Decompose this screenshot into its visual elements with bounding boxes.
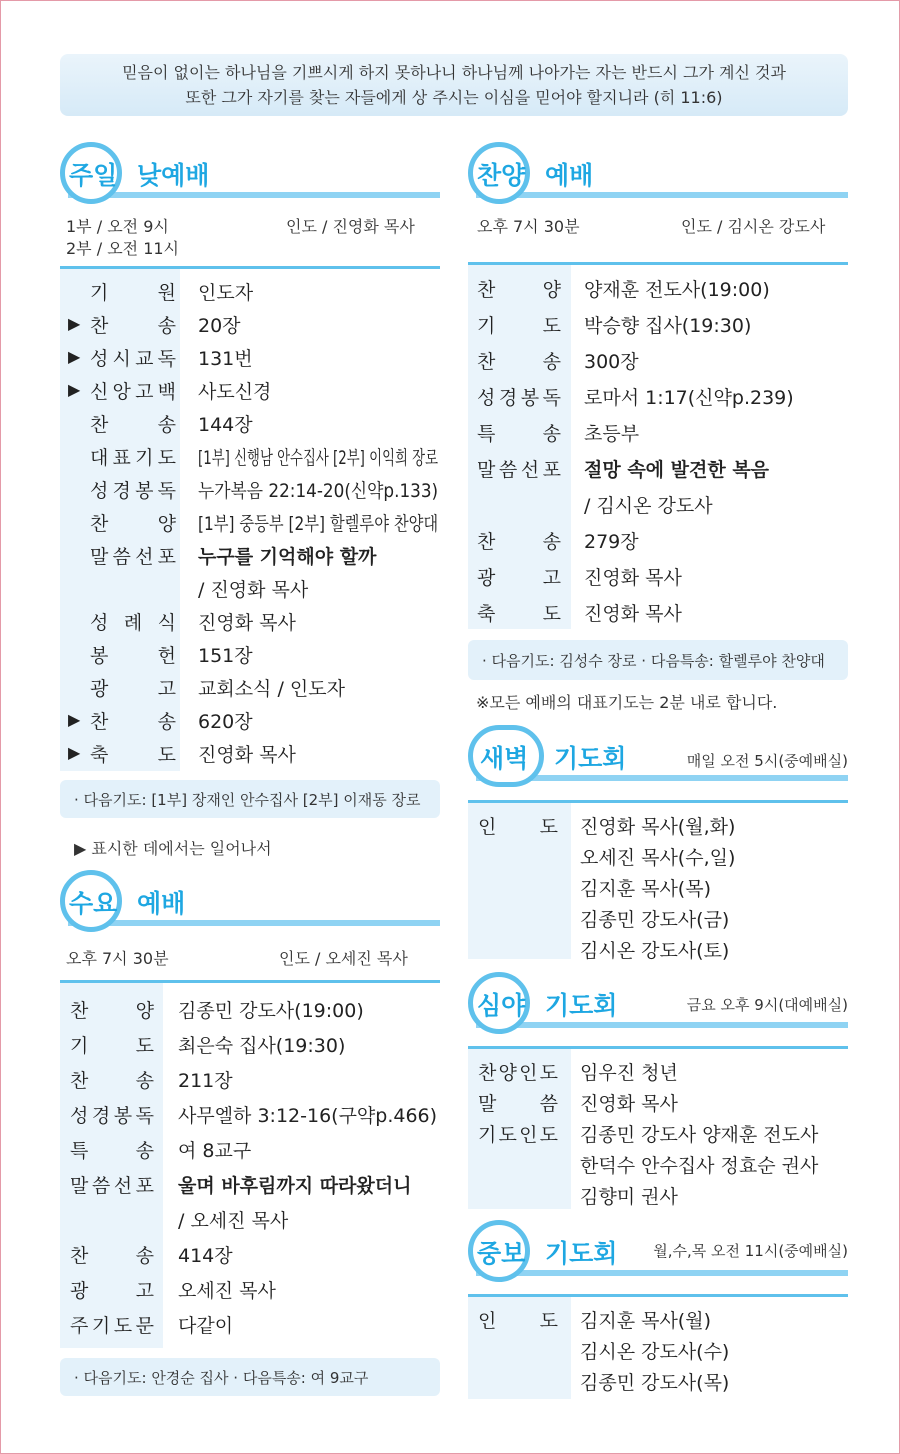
order-value: 누가복음 22:14-20(신약p.133) bbox=[198, 480, 439, 502]
order-label: 축 도 bbox=[477, 603, 561, 625]
order-value: 최은숙 집사(19:30) bbox=[178, 1035, 346, 1057]
order-label: 말 씀 선 포 bbox=[90, 546, 176, 568]
order-value: 20장 bbox=[198, 315, 241, 337]
order-label: 기 도 bbox=[70, 1035, 154, 1057]
order-value: / 진영화 목사 bbox=[198, 579, 309, 601]
order-value: 279장 bbox=[584, 531, 639, 553]
order-label: 찬 송 bbox=[90, 315, 176, 337]
order-label: 봉 헌 bbox=[90, 645, 176, 667]
night-schedule: 금요 오후 9시(대예배실) bbox=[686, 996, 848, 1014]
sunday-service-header bbox=[60, 142, 440, 202]
stand-indicator-icon: ▶ bbox=[68, 347, 81, 366]
intercession-title-2: 기도회 bbox=[545, 1239, 618, 1268]
order-value: 초등부 bbox=[584, 423, 640, 445]
sunday-title-2: 낮예배 bbox=[137, 161, 210, 190]
header-underline bbox=[476, 1022, 848, 1028]
order-value: 다같이 bbox=[178, 1315, 234, 1337]
order-value: / 김시온 강도사 bbox=[584, 495, 713, 517]
dawn-schedule: 매일 오전 5시(중예배실) bbox=[686, 752, 848, 770]
sunday-time-2: 2부 / 오전 11시 bbox=[66, 239, 180, 258]
order-label: 성 경 봉 독 bbox=[477, 387, 561, 409]
order-label: 찬 송 bbox=[70, 1070, 154, 1092]
wednesday-time: 오후 7시 30분 bbox=[66, 949, 169, 968]
sunday-title-1: 주일 bbox=[69, 161, 118, 190]
night-title-2: 기도회 bbox=[545, 991, 618, 1020]
order-label: 찬 송 bbox=[90, 414, 176, 436]
header-underline bbox=[68, 192, 440, 198]
leader-name: 김시온 강도사(수) bbox=[580, 1341, 730, 1363]
praise-next-prayer: · 다음기도: 김성수 장로 · 다음특송: 할렐루야 찬양대 bbox=[468, 640, 848, 680]
intercession-title-1: 중보 bbox=[477, 1239, 526, 1268]
intercession-prayer-header bbox=[468, 1220, 848, 1280]
role-value: 김종민 강도사 양재훈 전도사 bbox=[580, 1124, 819, 1146]
order-value: 울며 바후림까지 따라왔더니 bbox=[178, 1175, 412, 1197]
praise-leader: 인도 / 김시온 강도사 bbox=[681, 217, 826, 236]
stand-indicator-icon: ▶ bbox=[68, 743, 81, 762]
order-label: 찬 송 bbox=[477, 351, 561, 373]
order-value: 진영화 목사 bbox=[584, 567, 682, 589]
order-label: 대 표 기 도 bbox=[90, 447, 176, 469]
order-value: 누구를 기억해야 할까 bbox=[198, 546, 377, 568]
order-value: 300장 bbox=[584, 351, 639, 373]
prayer-time-footnote: ※모든 예배의 대표기도는 2분 내로 합니다. bbox=[476, 693, 778, 712]
stand-indicator-icon: ▶ bbox=[68, 710, 81, 729]
header-underline bbox=[68, 920, 440, 926]
order-label: 찬 송 bbox=[477, 531, 561, 553]
wednesday-service-header bbox=[60, 870, 440, 930]
order-value: 양재훈 전도사(19:00) bbox=[584, 279, 770, 301]
order-label: 찬 양 bbox=[90, 513, 176, 535]
role-value: 임우진 청년 bbox=[580, 1062, 678, 1084]
order-label: 신 앙 고 백 bbox=[90, 381, 176, 403]
scripture-verse-banner bbox=[60, 54, 848, 116]
wednesday-next-prayer: · 다음기도: 안경순 집사 · 다음특송: 여 9교구 bbox=[60, 1358, 440, 1396]
order-value: 여 8교구 bbox=[178, 1140, 252, 1162]
order-value: 진영화 목사 bbox=[584, 603, 682, 625]
order-label: 기 도 인 도 bbox=[478, 1124, 558, 1146]
order-label: 찬 양 bbox=[70, 1000, 154, 1022]
sunday-leader: 인도 / 진영화 목사 bbox=[286, 217, 415, 236]
leader-name: 김지훈 목사(목) bbox=[580, 878, 711, 900]
wednesday-leader: 인도 / 오세진 목사 bbox=[279, 949, 408, 968]
intercession-schedule: 월,수,목 오전 11시(중예배실) bbox=[653, 1242, 848, 1260]
dawn-title-1: 새벽 bbox=[480, 744, 529, 773]
order-value: / 오세진 목사 bbox=[178, 1210, 289, 1232]
order-label: 찬 송 bbox=[70, 1245, 154, 1267]
order-label: 성 경 봉 독 bbox=[90, 480, 176, 502]
praise-service-header bbox=[468, 142, 848, 202]
order-label: 광 고 bbox=[90, 678, 176, 700]
order-value: 로마서 1:17(신약p.239) bbox=[584, 387, 794, 409]
intercession-leader-label: 인 도 bbox=[478, 1310, 558, 1332]
order-label: 기 도 bbox=[477, 315, 561, 337]
order-value: 131번 bbox=[198, 348, 253, 370]
order-label: 주 기 도 문 bbox=[70, 1315, 154, 1337]
order-label: 찬 양 인 도 bbox=[478, 1062, 558, 1084]
leader-name: 진영화 목사(월,화) bbox=[580, 816, 736, 838]
sunday-next-prayer: · 다음기도: [1부] 장재인 안수집사 [2부] 이재동 장로 bbox=[60, 780, 440, 818]
stand-indicator-icon: ▶ bbox=[68, 314, 81, 333]
order-label: 특 송 bbox=[477, 423, 561, 445]
order-value: 교회소식 / 인도자 bbox=[198, 678, 345, 700]
order-label: 말 씀 bbox=[478, 1093, 558, 1115]
order-value: [1부] 신행남 안수집사 [2부] 이익희 장로 bbox=[198, 447, 438, 469]
header-underline bbox=[476, 192, 848, 198]
leader-name: 김종민 강도사(금) bbox=[580, 909, 730, 931]
order-value: 김종민 강도사(19:00) bbox=[178, 1000, 364, 1022]
order-label: 광 고 bbox=[70, 1280, 154, 1302]
leader-name: 김시온 강도사(토) bbox=[580, 940, 730, 962]
stand-note: ▶ 표시한 데에서는 일어나서 bbox=[74, 839, 272, 858]
order-value: 620장 bbox=[198, 711, 253, 733]
night-title-1: 심야 bbox=[477, 991, 526, 1020]
order-value: 211장 bbox=[178, 1070, 233, 1092]
header-underline bbox=[476, 1270, 848, 1276]
order-label: 성 례 식 bbox=[90, 612, 176, 634]
order-value: 144장 bbox=[198, 414, 253, 436]
order-value: [1부] 중등부 [2부] 할렐루야 찬양대 bbox=[198, 513, 439, 535]
leader-name: 오세진 목사(수,일) bbox=[580, 847, 736, 869]
role-value: 진영화 목사 bbox=[580, 1093, 678, 1115]
praise-title-2: 예배 bbox=[545, 161, 594, 190]
verse-line-1: 믿음이 없이는 하나님을 기쁘시게 하지 못하나니 하나님께 나아가는 자는 반드시 그가 계신 것과 bbox=[122, 63, 786, 82]
order-value: 진영화 목사 bbox=[198, 744, 296, 766]
order-value: 사무엘하 3:12-16(구약p.466) bbox=[178, 1105, 438, 1127]
order-label: 성 경 봉 독 bbox=[70, 1105, 154, 1127]
wednesday-title-2: 예배 bbox=[137, 889, 186, 918]
wednesday-title-1: 수요 bbox=[69, 889, 118, 918]
order-label: 말 씀 선 포 bbox=[70, 1175, 154, 1197]
sunday-time-1: 1부 / 오전 9시 bbox=[66, 217, 169, 236]
order-label: 성 시 교 독 bbox=[90, 348, 176, 370]
night-prayer-header bbox=[468, 972, 848, 1032]
order-value: 진영화 목사 bbox=[198, 612, 296, 634]
dawn-leader-label: 인 도 bbox=[478, 816, 558, 838]
role-value: 김향미 권사 bbox=[580, 1186, 678, 1208]
dawn-prayer-header bbox=[468, 725, 848, 785]
stand-indicator-icon: ▶ bbox=[68, 380, 81, 399]
order-value: 박승향 집사(19:30) bbox=[584, 315, 752, 337]
verse-line-2: 또한 그가 자기를 찾는 자들에게 상 주시는 이심을 믿어야 할지니라 (히 11:6) bbox=[185, 88, 723, 107]
order-value: 인도자 bbox=[198, 282, 254, 304]
order-value: 사도신경 bbox=[198, 381, 272, 403]
leader-name: 김종민 강도사(목) bbox=[580, 1372, 730, 1394]
order-value: 절망 속에 발견한 복음 bbox=[584, 459, 770, 481]
order-label: 축 도 bbox=[90, 744, 176, 766]
order-value: 오세진 목사 bbox=[178, 1280, 276, 1302]
order-label: 찬 송 bbox=[90, 711, 176, 733]
order-label: 기 원 bbox=[90, 282, 176, 304]
dawn-title-2: 기도회 bbox=[554, 744, 627, 773]
order-label: 말 씀 선 포 bbox=[477, 459, 561, 481]
leader-name: 김지훈 목사(월) bbox=[580, 1310, 711, 1332]
praise-time: 오후 7시 30분 bbox=[477, 217, 580, 236]
order-label: 찬 양 bbox=[477, 279, 561, 301]
order-value: 151장 bbox=[198, 645, 253, 667]
order-value: 414장 bbox=[178, 1245, 233, 1267]
order-label: 특 송 bbox=[70, 1140, 154, 1162]
order-label: 광 고 bbox=[477, 567, 561, 589]
praise-title-1: 찬양 bbox=[477, 161, 526, 190]
role-value: 한덕수 안수집사 정효순 권사 bbox=[580, 1155, 819, 1177]
